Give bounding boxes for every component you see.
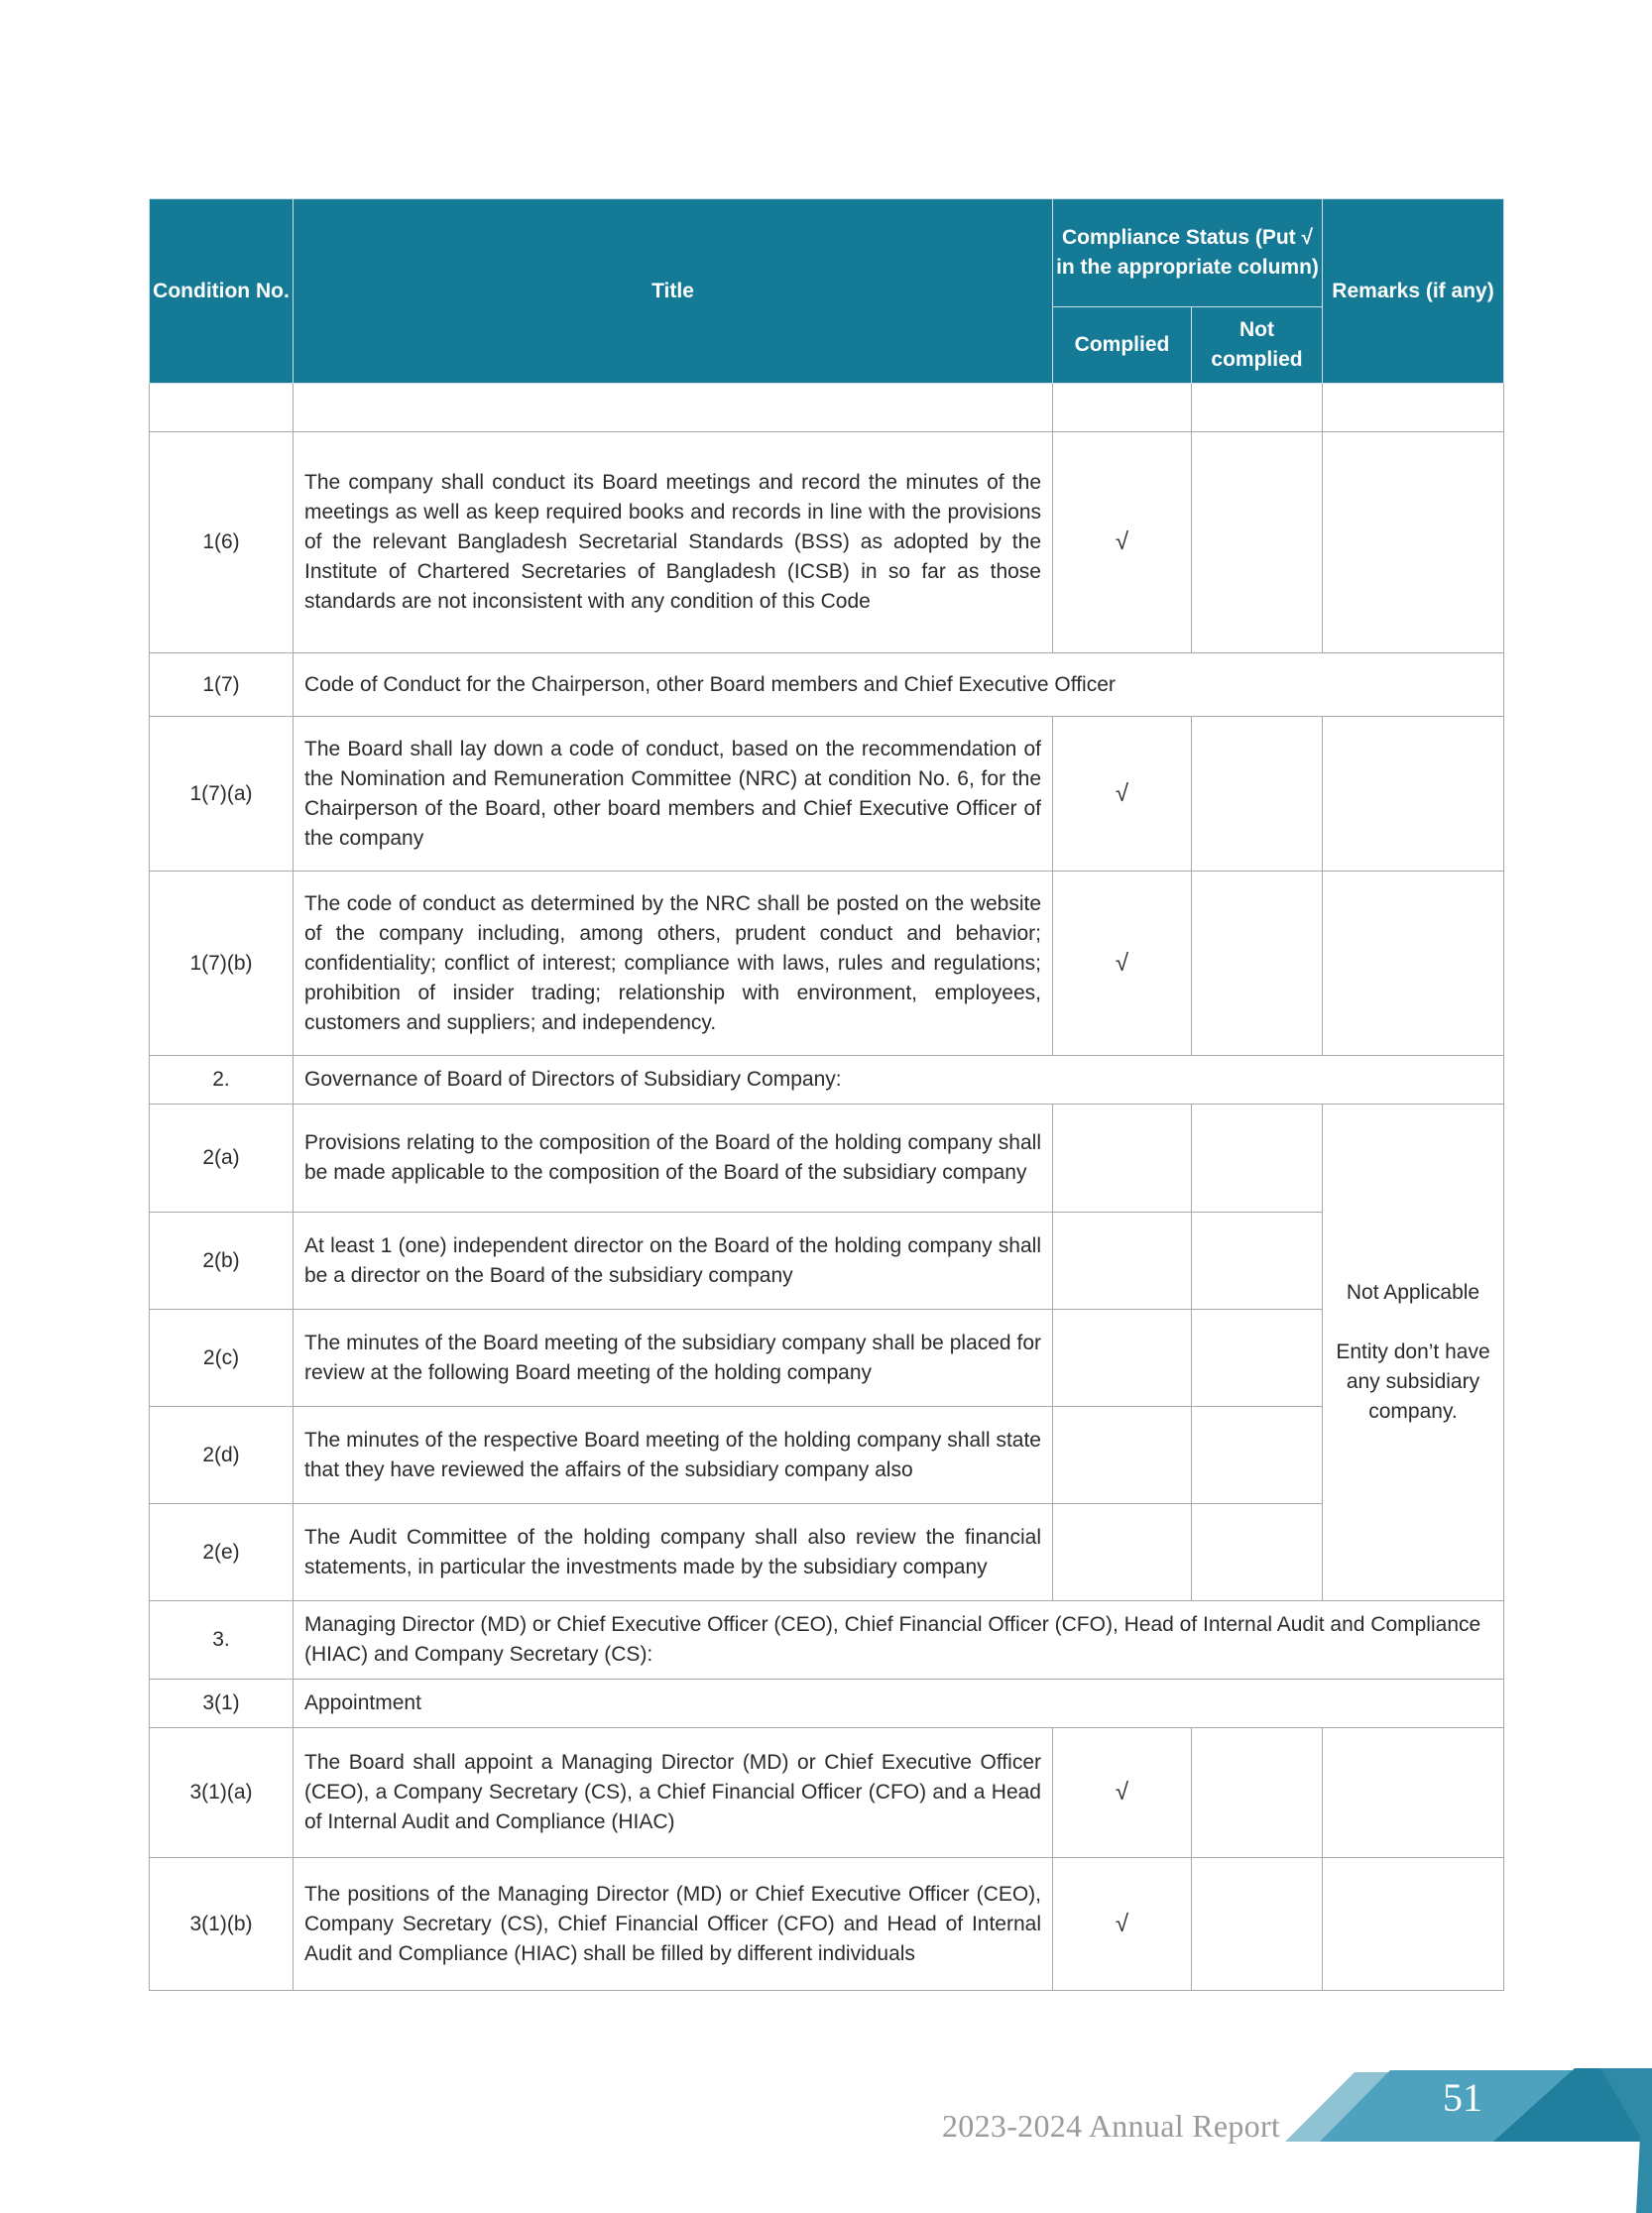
header-remarks: Remarks (if any): [1323, 199, 1504, 384]
not-complied-cell: [1192, 1213, 1323, 1310]
condition-no: 3.: [150, 1601, 294, 1680]
not-complied-cell: [1192, 1504, 1323, 1601]
complied-check: √: [1053, 1728, 1192, 1858]
condition-no: 1(6): [150, 432, 294, 653]
header-compliance-status: Compliance Status (Put √ in the appropriate column): [1053, 199, 1323, 307]
condition-no: 3(1)(a): [150, 1728, 294, 1858]
condition-no: 2(d): [150, 1407, 294, 1504]
section-title: Managing Director (MD) or Chief Executive Officer (CEO), Chief Financial Officer (CFO), Head of Internal Audit and Compliance (HIAC) and Company Secretary (CS):: [294, 1601, 1504, 1680]
remarks-not-applicable: [1323, 1105, 1504, 1601]
not-complied-cell: [1192, 1310, 1323, 1407]
remarks-cell: [1323, 872, 1504, 1056]
not-complied-cell: [1192, 872, 1323, 1056]
condition-title: The minutes of the respective Board meeting of the holding company shall state that they have reviewed the affairs of the subsidiary company also: [294, 1407, 1053, 1504]
condition-title: The minutes of the Board meeting of the subsidiary company shall be placed for review at the following Board meeting of the holding company: [294, 1310, 1053, 1407]
remarks-line-2: Entity don’t have any subsidiary company.: [1336, 1340, 1490, 1423]
condition-no: 3(1)(b): [150, 1858, 294, 1991]
section-title: Governance of Board of Directors of Subsidiary Company:: [294, 1056, 1504, 1105]
condition-no: 1(7): [150, 653, 294, 717]
condition-no: 3(1): [150, 1680, 294, 1728]
complied-check: √: [1053, 432, 1192, 653]
condition-title: The positions of the Managing Director (MD) or Chief Executive Officer (CEO), Company Secretary (CS), Chief Financial Officer (CFO) and Head of Internal Audit and Compliance (HIAC) shall be filled by different individuals: [294, 1858, 1053, 1991]
table-row-empty: [150, 384, 1504, 432]
remarks-cell: [1323, 1858, 1504, 1991]
table-row: [150, 872, 1504, 1056]
complied-check: √: [1053, 717, 1192, 872]
complied-cell: [1053, 1310, 1192, 1407]
not-complied-cell: [1192, 1105, 1323, 1213]
complied-check: √: [1053, 872, 1192, 1056]
table-row: [150, 1213, 1504, 1310]
condition-no: 1(7)(b): [150, 872, 294, 1056]
not-complied-cell: [1192, 432, 1323, 653]
condition-no: 2(b): [150, 1213, 294, 1310]
complied-cell: [1053, 1213, 1192, 1310]
table-row: [150, 1728, 1504, 1858]
complied-check: √: [1053, 1858, 1192, 1991]
section-title: Appointment: [294, 1680, 1504, 1728]
table-row-section: [150, 1601, 1504, 1680]
table-row: [150, 1504, 1504, 1601]
compliance-table: [149, 198, 1504, 1991]
condition-title: Provisions relating to the composition of the Board of the holding company shall be made applicable to the composition of the Board of the subsidiary company: [294, 1105, 1053, 1213]
condition-no: 2.: [150, 1056, 294, 1105]
header-title: Title: [294, 199, 1053, 384]
condition-title: The Board shall appoint a Managing Director (MD) or Chief Executive Officer (CEO), a Company Secretary (CS), a Chief Financial Officer (CFO) and a Head of Internal Audit and Compliance (HIAC): [294, 1728, 1053, 1858]
remarks-cell: [1323, 432, 1504, 653]
complied-cell: [1053, 1105, 1192, 1213]
table-row-section: [150, 1056, 1504, 1105]
not-complied-cell: [1192, 1407, 1323, 1504]
page-number: 51: [1443, 2075, 1482, 2120]
table-row: [150, 1407, 1504, 1504]
table-row: [150, 1105, 1504, 1213]
complied-cell: [1053, 1504, 1192, 1601]
table-row: [150, 1310, 1504, 1407]
condition-title: The code of conduct as determined by the NRC shall be posted on the website of the company including, among others, prudent conduct and behavior; confidentiality; conflict of interest; compliance with laws, rules and regulations; prohibition of insider trading; relationship with environment, employees, customers and suppliers; and independency.: [294, 872, 1053, 1056]
not-complied-cell: [1192, 1858, 1323, 1991]
remarks-cell: [1323, 1728, 1504, 1858]
annual-report-label: 2023-2024 Annual Report: [942, 2108, 1281, 2144]
table-row-section: [150, 653, 1504, 717]
table-row: [150, 717, 1504, 872]
header-complied: Complied: [1053, 307, 1192, 384]
condition-no: 2(a): [150, 1105, 294, 1213]
remarks-line-1: Not Applicable: [1346, 1281, 1480, 1304]
condition-no: 2(c): [150, 1310, 294, 1407]
condition-title: The Audit Committee of the holding company shall also review the financial statements, in particular the investments made by the subsidiary company: [294, 1504, 1053, 1601]
condition-title: The company shall conduct its Board meetings and record the minutes of the meetings as well as keep required books and records in line with the provisions of the relevant Bangladesh Secretarial Standards (BSS) as adopted by the Institute of Chartered Secretaries of Bangladesh (ICSB) in so far as those standards are not inconsistent with any condition of this Code: [294, 432, 1053, 653]
section-title: Code of Conduct for the Chairperson, other Board members and Chief Executive Officer: [294, 653, 1504, 717]
table-row: [150, 1858, 1504, 1991]
condition-title: The Board shall lay down a code of conduct, based on the recommendation of the Nomination and Remuneration Committee (NRC) at condition No. 6, for the Chairperson of the Board, other board members and Chief Executive Officer of the company: [294, 717, 1053, 872]
condition-title: At least 1 (one) independent director on the Board of the holding company shall be a director on the Board of the subsidiary company: [294, 1213, 1053, 1310]
header-condition-no: Condition No.: [150, 199, 294, 384]
complied-cell: [1053, 1407, 1192, 1504]
not-complied-cell: [1192, 1728, 1323, 1858]
table-row-section: [150, 1680, 1504, 1728]
header-not-complied: Not complied: [1192, 307, 1323, 384]
condition-no: 2(e): [150, 1504, 294, 1601]
not-complied-cell: [1192, 717, 1323, 872]
table-row: [150, 432, 1504, 653]
condition-no: 1(7)(a): [150, 717, 294, 872]
remarks-cell: [1323, 717, 1504, 872]
